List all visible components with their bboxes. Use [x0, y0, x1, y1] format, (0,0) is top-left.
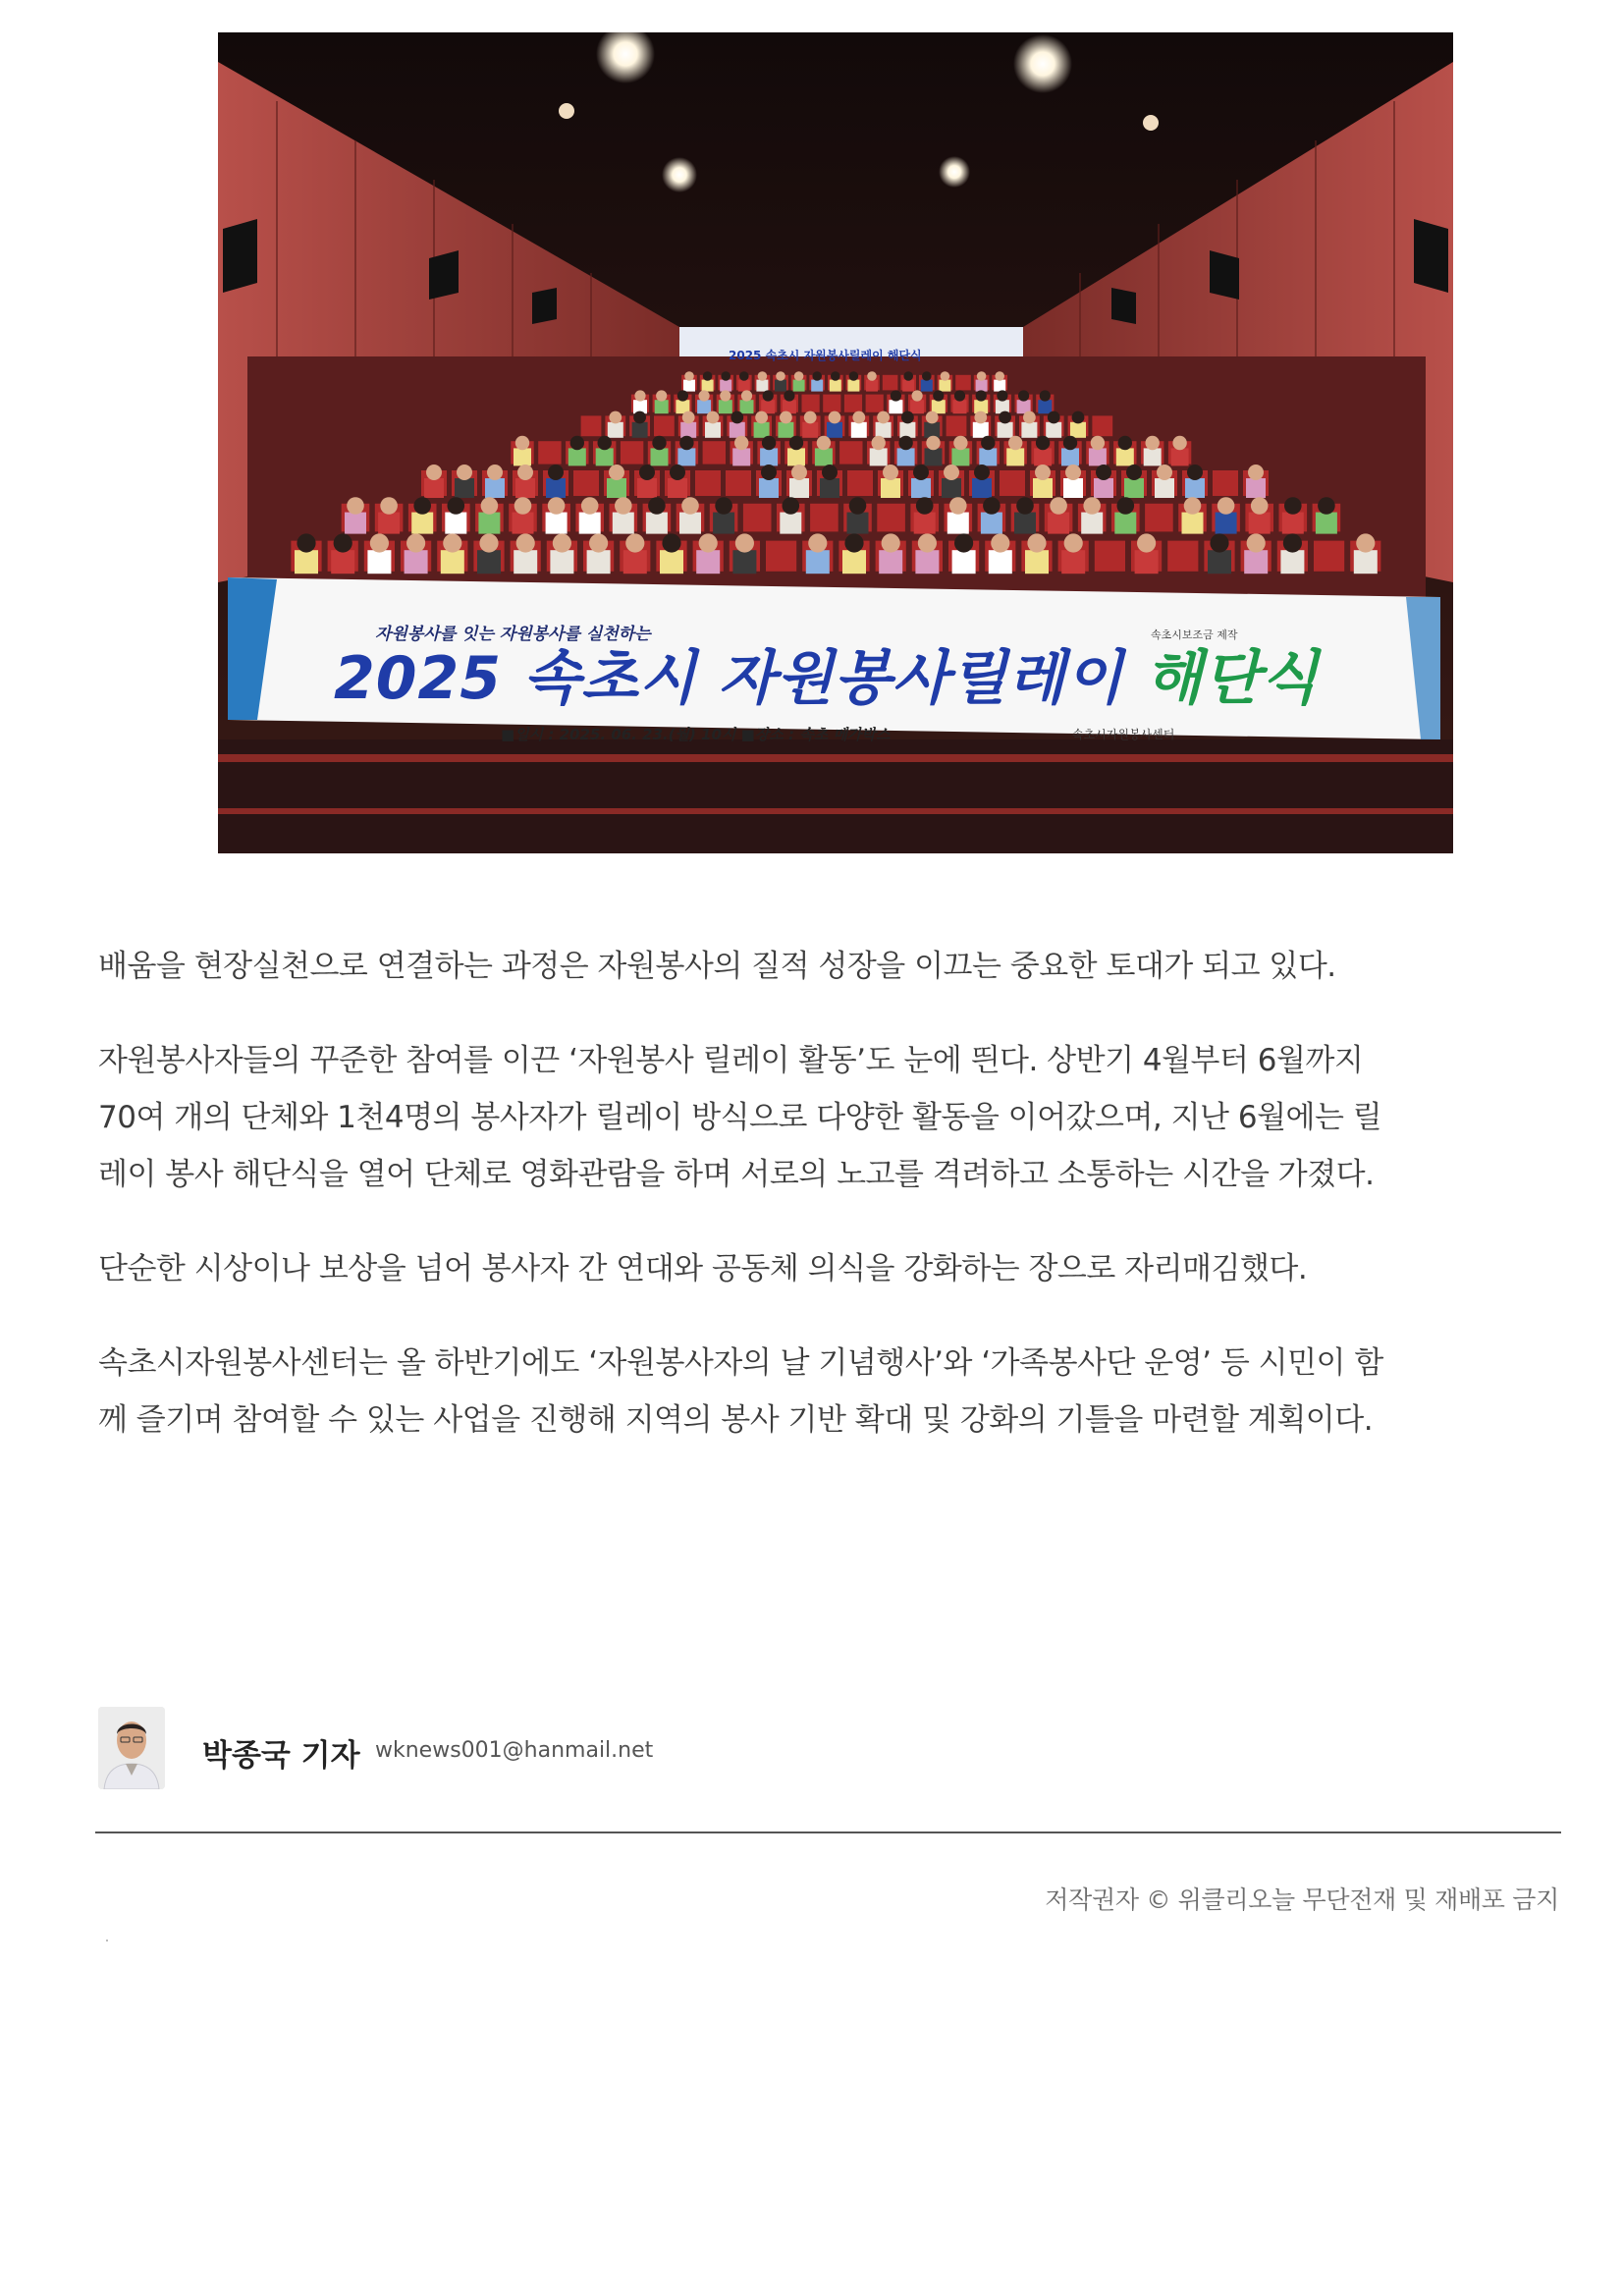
paragraph-line: 배움을 현장실천으로 연결하는 과정은 자원봉사의 질적 성장을 이끄는 중요한 토대가 되고 있다. — [98, 949, 1336, 984]
banner-title — [334, 631, 1319, 716]
reporter-email[interactable]: wknews001@hanmail.net — [375, 1738, 654, 1763]
banner-organizer: 속초시보조금 제작 — [1151, 629, 1238, 641]
paragraph-line: 속초시자원봉사센터는 올 하반기에도 ‘자원봉사자의 날 기념행사’와 ‘가족봉사단 운영’ 등 시민이 함 — [98, 1345, 1383, 1381]
paragraph-3 — [98, 1240, 1571, 1297]
banner-subtitle: 자원봉사를 잇는 자원봉사를 실천하는 — [375, 625, 651, 644]
copyright-notice: 저작권자 © 위클리오늘 무단전재 및 재배포 금지 — [1045, 1886, 1559, 1914]
banner-info: ■일시 : 2025. 06. 23.(월) 10시 ■장소 : 속초 메가박스 — [501, 726, 891, 743]
paragraph-line: 레이 봉사 해단식을 열어 단체로 영화관람을 하며 서로의 노고를 격려하고 소통하는 시간을 가졌다. — [98, 1157, 1375, 1192]
paragraph-line: 자원봉사자들의 꾸준한 참여를 이끈 ‘자원봉사 릴레이 활동’도 눈에 띈다. 상반기 4월부터 6월까지 — [98, 1043, 1364, 1078]
screen-caption: 2025 속초시 자원봉사릴레이 해단식 — [729, 349, 922, 362]
person-icon — [98, 1707, 165, 1789]
paragraph-line: 70여 개의 단체와 1천4명의 봉사자가 릴레이 방식으로 다양한 활동을 이어갔으며, 지난 6월에는 릴 — [98, 1100, 1382, 1135]
paragraph-line: 께 즐기며 참여할 수 있는 사업을 진행해 지역의 봉사 기반 확대 및 강화의 기틀을 마련할 계획이다. — [98, 1402, 1374, 1438]
paragraph-2 — [98, 1032, 1571, 1203]
paragraph-4 — [98, 1335, 1571, 1449]
banner-center-name: 속초시자원봉사센터 — [1072, 728, 1175, 741]
byline — [98, 1707, 1571, 1795]
reporter-avatar — [98, 1707, 165, 1789]
paragraph-line: 단순한 시상이나 보상을 넘어 봉사자 간 연대와 공동체 의식을 강화하는 장으로 자리매김했다. — [98, 1251, 1308, 1286]
reporter-name: 박종국 기자 — [202, 1738, 360, 1774]
banner-title-accent: 해단식 — [1145, 644, 1320, 713]
scan-speck — [106, 1940, 108, 1941]
article-photo — [218, 32, 1453, 853]
banner-title-main: 2025 속초시 자원봉사릴레이 — [334, 644, 1124, 713]
article-body — [98, 938, 1571, 1486]
paragraph-1 — [98, 938, 1571, 995]
footer-divider — [95, 1831, 1561, 1833]
